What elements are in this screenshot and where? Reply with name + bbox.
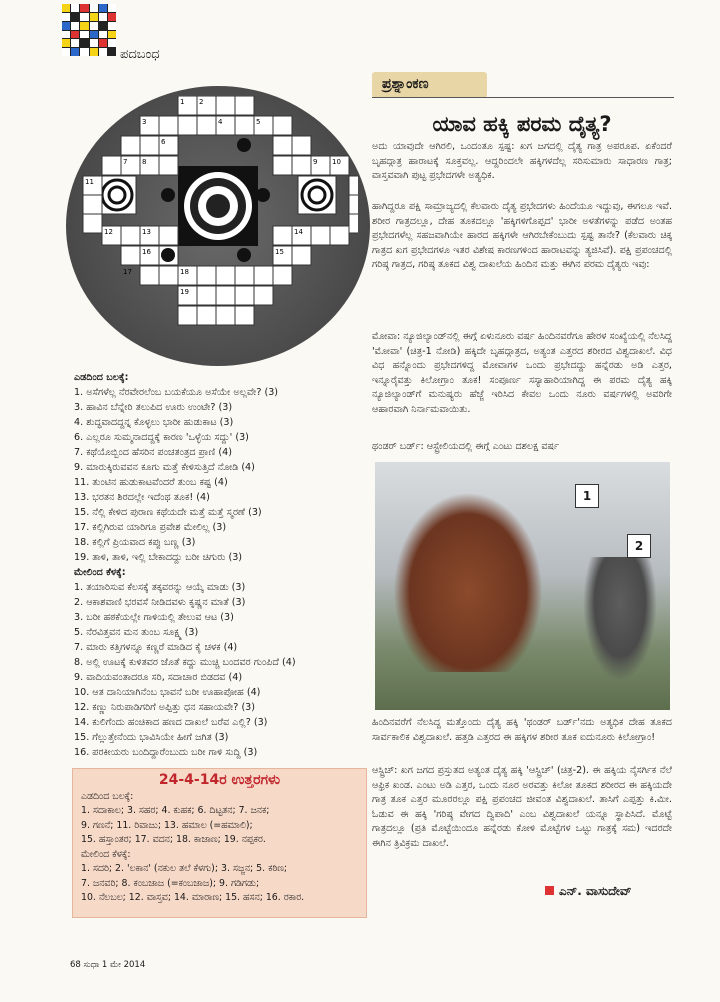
clue-number: 4 <box>218 118 223 126</box>
crossword-cell <box>197 306 216 325</box>
crossword-cell <box>159 116 178 135</box>
clue-item: 1. ಅಸೆಗಳೆಲ್ಲ ನೆರವೇರಲೆಂಬ ಬಯಕೆಯೂ ಅಸೆಯೇ ಅಲ್ಲವೇ? (3) <box>74 387 279 398</box>
clue-item: 9. ಮಾರುಕ್ಕಿರುವವನ ಕೂಗು ಮತ್ತೆ ಕೇಳಿಸುತ್ತಿದೆ ನೋಡಿ (4) <box>74 462 255 473</box>
clue-item: 1. ತಯಾರಿಸುವ ಕೆಲಸಕ್ಕೆ ತಕ್ಕವರನ್ನು ಆಯ್ಕೆ ಮಾಡು (3) <box>74 582 246 593</box>
article-paragraph-4: ಥಂಡರ್ ಬರ್ಡ್: ಆಸ್ಟ್ರೇಲಿಯದಲ್ಲಿ ಈಗ್ಗೆ ಎಂಟು ದಶಲಕ್ಷ ವರ್ಷ <box>372 441 560 452</box>
answers-title: 24-4-14ರ ಉತ್ತರಗಳು <box>158 772 281 788</box>
crossword-cell <box>254 286 273 305</box>
clue-item: 15. ಹಸ್ತಾಂತರ; 17. ವದನ; 18. ಕಾಜಾಣ; 19. ನಪ್ಪಕರ. <box>81 834 266 845</box>
clue-item: 19. ತಾಳಿ, ತಾಳಿ, ಇಲ್ಲಿ ಬೇಕಾದದ್ದು ಬರೀ ಚಿಗುರು (3) <box>74 552 243 563</box>
answers-down-heading: ಮೇಲಿಂದ ಕೆಳಕ್ಕೆ: <box>81 848 131 860</box>
clue-number: 9 <box>313 158 318 166</box>
flower-block-icon <box>237 248 251 262</box>
crossword-cell <box>311 226 330 245</box>
clue-item: 8. ಅಲ್ಲಿ ಊಟಕ್ಕೆ ಕುಳಿತವರ ಜೊತೆ ಕದ್ದು ಮುಚ್ಚಿ ಬಂದವರ ಗುಂಪಿದೆ (4) <box>74 657 296 668</box>
across-heading: ಎಡದಿಂದ ಬಲಕ್ಕೆ: <box>74 372 129 383</box>
clue-item: 13. ಭರತನ ಶಿರದಲ್ಲೇ ಇದೆಂಥ ತೂಕ! (4) <box>74 492 210 503</box>
crossword-cells <box>78 96 358 356</box>
flower-block-icon <box>161 248 175 262</box>
ostrich-figure <box>580 557 660 687</box>
kicker-divider <box>372 97 674 98</box>
image-tag-1: 1 <box>575 484 599 508</box>
crossword-cell <box>216 306 235 325</box>
section-label: ಪದಬಂಧ <box>120 47 160 62</box>
flower-block-icon <box>256 188 270 202</box>
crossword-cell <box>121 246 140 265</box>
clue-number: 12 <box>104 228 113 236</box>
crossword-cell <box>235 306 254 325</box>
crossword-cell <box>349 214 358 233</box>
crossword-cell <box>235 286 254 305</box>
article-paragraph-3: ಮೋವಾ: ನ್ಯೂಜಿಲ್ಯಾಂಡ್‌ನಲ್ಲಿ ಈಗ್ಗೆ ಏಳುನೂರು ವರ್ಷ ಹಿಂದಿನವರೆಗೂ ಹೇರಳ ಸಂಖ್ಯೆಯಲ್ಲಿ ನೆಲಸಿದ್ದ 'ಮೋವಾ' (ಚಿತ್ರ-1 ನೋಡಿ) ಹಕ್ಕಿದೇ ಬೃಹದ್ಗಾತ್ರದ, ಅತ್ಯಂತ ಎತ್ತರದ ಶರೀರದ ವಿಶ್ವದಾಖಲೆ. ವಿಧ ವಿಧ ಹನ್ನೊಂದು ಪ್ರಭೇದಗಳಿದ್ದ ಮೋವಾಗಳ ಒಂದು ಪ್ರಭೇದದ್ದು ಹನ್ನೆರಡು ಅಡಿ ಎತ್ತರ, ಇನ್ನೂರೈವತ್ತು ಕಿಲೋಗ್ರಾಂ ತೂಕ! ಸಂಪೂರ್ಣ ಸಸ್ಯಾಹಾರಿಯಾಗಿದ್ದ ಈ ಪರಮ ದೈತ್ಯ ಹಕ್ಕಿ ನ್ಯೂಜಿಲ್ಯಾಂಡ್‌ಗೆ ಮನುಷ್ಯರು ಹೆಜ್ಜೆ ಇರಿಸಿದ ಕೇವಲ ಒಂದು ನೂರು ವರ್ಷಗಳಲ್ಲಿ ಅವರಿಗೇ ಆಹಾರವಾಗಿ ನಿರ್ನಾಮವಾಯಿತು. <box>372 331 672 415</box>
clue-item: 12. ಕಣ್ಣು ನಿರುಪಾಡಿಗರಿಗೆ ಅಪ್ಪಿತ್ತು ಧನ ಸಹಾಯವೇ? (3) <box>74 702 256 713</box>
crossword-cell <box>83 214 102 233</box>
crossword-cell <box>83 195 102 214</box>
crossword-cell <box>273 116 292 135</box>
clue-item: 6. ಎಲ್ಲರೂ ಸುಮ್ಮನಾದದ್ದಕ್ಕೆ ಕಾರಣ 'ಒಳ್ಳೆಯ ಸದ್ದು' (3) <box>74 432 249 443</box>
article-paragraph-2: ಹಾಗಿದ್ದರೂ ಪಕ್ಷಿ ಸಾಮ್ರಾಜ್ಯದಲ್ಲಿ ಕೆಲವಾರು ದೈತ್ಯ ಪ್ರಭೇದಗಳು ಹಿಂದೆಯೂ ಇದ್ದುವು, ಈಗಲೂ ಇವೆ. ಶರೀರ ಗಾತ್ರದಲ್ಲೂ, ದೇಹ ತೂಕದಲ್ಲೂ 'ಹಕ್ಕಿಗಳಿಗೊಪ್ಪದ' ಭಾರೀ ಅಳತೆಗಳನ್ನು ಪಡೆದ ಅಂತಹ ಪ್ರಭೇದಗಳೆಲ್ಲ ಸಹಜವಾಗಿಯೇ ಹಾರದ ಹಕ್ಕಿಗಳೇ ಆಗಿರಬೇಕೆಂಬುದು ಸ್ಪಷ್ಟ ತಾನೇ? (ಕೆಲವಾರು ಚಿಕ್ಕ ಗಾತ್ರದ ಖಗ ಪ್ರಭೇದಗಳೂ ಇತರ ವಿಶೇಷ ಕಾರಣಗಳಿಂದ ಹಾರಾಟವನ್ನು ತ್ಯಜಿಸಿವೆ). ಪಕ್ಷಿ ಪ್ರಪಂಚದಲ್ಲಿ ಗರಿಷ್ಠ ಗಾತ್ರದ, ಗರಿಷ್ಠ ತೂಕದ ವಿಶ್ವ ದಾಖಲೆಯ ಹಿಂದಿನ ಮತ್ತು ಈಗಿನ ಪರಮ ದೈತ್ಯರು ಇವು: <box>372 201 672 271</box>
clue-number: 2 <box>199 98 204 106</box>
clue-number: 14 <box>294 228 303 236</box>
clue-item: 1. ಸದರಿ; 2. 'ಲಕಾನ' (ನಕುಲ ತಲೆ ಕೆಳಗು); 3. ಸಜ್ಜನ; 5. ಕಠಿಣ; <box>81 863 288 874</box>
crossword-cell <box>235 116 254 135</box>
clue-number: 13 <box>142 228 151 236</box>
clue-item: 9. ವಾದಿಯವಂತಾದರೂ ಸರಿ, ಸದಾಚಾರ ಬಿಡದವ (4) <box>74 672 243 683</box>
crossword-cell <box>235 266 254 285</box>
section-logo <box>62 4 116 56</box>
crossword-cell <box>121 136 140 155</box>
byline-marker-icon <box>545 886 554 895</box>
article-paragraph-1: ಅದು ಯಾವುದೇ ಆಗಿರಲಿ, ಒಂದಂತೂ ಸ್ಪಷ್ಟ: ಖಗ ಜಗದಲ್ಲಿ ದೈತ್ಯ ಗಾತ್ರ ಅಪರೂಪ. ಏಕೆಂದರೆ ಬೃಹದ್ಗಾತ್ರ ಹಾರಾಟಕ್ಕೆ ಸೂಕ್ತವಲ್ಲ. ಆದ್ದರಿಂದಲೇ ಹಕ್ಕಿಗಳದೆಲ್ಲ ಸರಿಸುಮಾರು ಸಾಧಾರಣ ಗಾತ್ರ; ವಾಸ್ತವವಾಗಿ ಪುಟ್ಟ ಪ್ರಭೇದಗಳೇ ಅತ್ಯಧಿಕ. <box>372 141 672 182</box>
clue-item: 5. ನೆರವಿತ್ತವನ ಮನ ತುಂಬ ಸೂಕ್ಷ್ಮ (3) <box>74 627 199 638</box>
article-paragraph-5: ಹಿಂದಿನವರೆಗೆ ನೆಲಸಿದ್ದ ಮತ್ತೊಂದು ದೈತ್ಯ ಹಕ್ಕಿ 'ಥಂಡರ್ ಬರ್ಡ್'ನದು ಅತ್ಯಧಿಕ ದೇಹ ತೂಕದ ಸಾರ್ವಕಾಲಿಕ ವಿಶ್ವದಾಖಲೆ. ಹತ್ತಡಿ ಎತ್ತರದ ಈ ಹಕ್ಕಿಗಳ ಶರೀರ ತೂಕ ಐದುನೂರು ಕಿಲೋಗ್ರಾಂ! <box>372 717 672 743</box>
clue-number: 16 <box>142 248 151 256</box>
crossword-cell <box>159 156 178 175</box>
article-title: ಯಾವ ಹಕ್ಕಿ ಪರಮ ದೈತ್ಯ? <box>432 112 612 136</box>
crossword-cell <box>197 286 216 305</box>
clue-number: 15 <box>275 248 284 256</box>
column-kicker: ಪ್ರಶ್ನಾಂಕಣ <box>372 72 487 98</box>
page-footer: 68 ಸುಧಾ 1 ಮೇ 2014 <box>70 960 146 970</box>
crossword-cell <box>330 226 349 245</box>
clue-number: 6 <box>161 138 166 146</box>
answers-down <box>81 862 358 906</box>
crossword-cell <box>349 195 358 214</box>
clue-item: 10. ನೆಲಬಲ; 12. ವಾಸ್ತವ; 14. ಮಾರಾಣ; 15. ಹಸನ; 16. ರಕಾರ. <box>81 892 305 903</box>
down-clues <box>74 580 364 760</box>
clue-item: 4. ಶುದ್ಧವಾದದ್ದನ್ನ ಕೊಳ್ಳಲು ಭಾರೀ ಹುಡುಕಾಟ (3) <box>74 417 234 428</box>
author-name: ಎನ್. ವಾಸುದೇವ್ <box>559 884 632 898</box>
crossword-cell <box>292 136 311 155</box>
clue-item: 2. ಆಕಾಶವಾಣಿ ಭರವಸೆ ನೀಡಿದವಳು ಕೃಷ್ಣನ ಮಾತೆ (3) <box>74 597 246 608</box>
crossword-cell <box>197 266 216 285</box>
crossword-cell <box>102 156 121 175</box>
crossword-cell <box>273 136 292 155</box>
clue-item: 1. ಸದಾಕಾಲ; 3. ಸಹರ; 4. ಕುಹಕ; 6. ದಿಟ್ಟತನ; 7. ಜನಕ; <box>81 805 270 816</box>
clue-number: 7 <box>123 158 128 166</box>
crossword-cell <box>178 116 197 135</box>
clue-item: 7. ಮಾರು ಕತ್ತಿಗಳನ್ನೂ ಕಣ್ಣರೆ ಮಾಡಿದ ಕೈ ಚಳಕ (4) <box>74 642 238 653</box>
clue-number: 11 <box>85 178 94 186</box>
clue-item: 14. ಕುಲಿಗೆಂದು ಹಂಚಿಕಾದ ಹಣದ ದಾಖಲೆ ಬರೆವ ಎಲ್ಲಿ? (3) <box>74 717 268 728</box>
clue-number: 17 <box>123 268 132 276</box>
image-tag-2: 2 <box>627 534 651 558</box>
crossword-cell <box>197 116 216 135</box>
moa-figure <box>393 492 543 672</box>
clue-number: 8 <box>142 158 147 166</box>
clue-number: 3 <box>142 118 147 126</box>
article-paragraph-6: ಆಸ್ಟ್ರಿಚ್: ಖಗ ಜಗದ ಪ್ರಸ್ತುತದ ಅತ್ಯಂತ ದೈತ್ಯ ಹಕ್ಕಿ 'ಆಸ್ಟ್ರಿಚ್' (ಚಿತ್ರ-2). ಈ ಹಕ್ಕಿಯ ನೈಸರ್ಗಿಕ ನೆಲೆ ಆಫ್ರಿಕ ಖಂಡ. ಎಂಟು ಅಡಿ ಎತ್ತರ, ಒಂದು ನೂರ ಅರವತ್ತು ಕಿಲೋ ತೂಕದ ಶರೀರದ ಈ ಹಕ್ಕಿಯದೇ ಗಾತ್ರ ತೂಕ ಎತ್ತರ ಮೂರರಲ್ಲೂ ಪಕ್ಷಿ ಪ್ರಪಂಚದ ಜೀವಂತ ವಿಶ್ವದಾಖಲೆ. ತಾಸಿಗೆ ಎಪ್ಪತ್ತು ಕಿ.ಮೀ. ಓಡುವ ಈ ಹಕ್ಕಿ 'ಗರಿಷ್ಠ ವೇಗದ ದ್ವಿಪಾದಿ' ಎಂಬ ವಿಶ್ವದಾಖಲೆ ಯನ್ನೂ ಸ್ಥಾಪಿಸಿದೆ. ಮೊಟ್ಟೆ ಗಾತ್ರದಲ್ಲೂ (ಪ್ರತಿ ಮೊಟ್ಟೆಯಿಂದೂ ಹನ್ನೆರಡು ಕೋಳಿ ಮೊಟ್ಟೆಗಳ ಒಟ್ಟು ಗಾತ್ರಕ್ಕೆ ಸಮ) ಇದರದೇ ಈಗಿನ ತ್ರಿವಿಕ್ರಮ ದಾಖಲೆ. <box>372 765 672 849</box>
crossword-cell <box>349 176 358 195</box>
crossword-cell <box>216 286 235 305</box>
clue-item: 9. ಗಣನೆ; 11. ರಿವಾಜು; 13. ಹಮಾಲ (=ಹಮಾಲಿ); <box>81 819 253 831</box>
clue-item: 10. ಆತ ದಾನಿಯಾಗಿನೆಂಬ ಭಾವನೆ ಬರೀ ಊಹಾಪೋಹ (4) <box>74 687 261 698</box>
crossword-cell <box>178 306 197 325</box>
crossword-cell <box>159 266 178 285</box>
down-heading: ಮೇಲಿಂದ ಕೆಳಕ್ಕೆ: <box>74 567 126 578</box>
across-clues <box>74 385 364 565</box>
clue-item: 7. ಜನವರಿ; 8. ಕಂಬಜಾಜ (=ಕಂಬಜಾಜ); 9. ಗಡಿಗಡು; <box>81 877 260 889</box>
crossword-cell <box>159 226 178 245</box>
flower-block-icon <box>237 138 251 152</box>
clue-item: 16. ಪರಕೀಯರು ಬಂದಿದ್ದಾರೆಂಬುದು ಬರೀ ಗಾಳಿ ಸುದ್ದಿ (3) <box>74 747 258 758</box>
bird-illustration <box>375 462 670 710</box>
clue-item: 15. ನೆಲ್ಲಿ ಕೇಳಿದ ಪುರಾಣ ಕಥೆಯದೇ ಮತ್ತೆ ಮತ್ತೆ ಸ್ಮರಣೆ (3) <box>74 507 262 518</box>
clue-item: 3. ಬರೀ ಹಠಕೆಯಲ್ಲೇ ಗಾಳಿಯಲ್ಲಿ ತೇಲುವ ಆಟ (3) <box>74 612 234 623</box>
crossword-cell <box>140 266 159 285</box>
clue-number: 5 <box>256 118 261 126</box>
clues-section <box>74 370 364 760</box>
answers-across-heading: ಎಡದಿಂದ ಬಲಕ್ಕೆ: <box>81 790 134 802</box>
clue-number: 1 <box>180 98 185 106</box>
crossword-cell <box>216 266 235 285</box>
clue-item: 7. ಕಥೆಯೊಬ್ಬಿಂದ ಹೆಸರಿನ ಪಂಚತಂತ್ರದ ಪ್ರಾಣಿ (4) <box>74 447 232 458</box>
answers-across <box>81 804 358 848</box>
crossword-grid <box>66 86 370 366</box>
crossword-cell <box>292 246 311 265</box>
clue-item: 15. ಗೆಲ್ಲುತ್ತೇನೆಂದು ಭಾವಿಸಿಯೇ ಹೀಗೆ ಜಗಿತ (3) <box>74 732 229 743</box>
previous-answers-box <box>72 768 367 918</box>
crossword-cell <box>140 136 159 155</box>
clue-number: 18 <box>180 268 189 276</box>
crossword-cell <box>273 266 292 285</box>
crossword-cell <box>273 156 292 175</box>
crossword-cell <box>254 266 273 285</box>
clue-number: 10 <box>332 158 341 166</box>
clue-item: 18. ಕಲ್ಲಿಗೆ ಪ್ರಿಯವಾದ ಕಪ್ಪು ಬಣ್ಣ (3) <box>74 537 196 548</box>
crossword-cell <box>121 226 140 245</box>
flower-block-icon <box>161 188 175 202</box>
clue-number: 19 <box>180 288 189 296</box>
crossword-cell <box>273 226 292 245</box>
crossword-cell <box>292 156 311 175</box>
clue-item: 17. ಕಲ್ಲಿಗಿರುವ ಯಾರಿಗೂ ಪ್ರವೇಶ ಮೇಲಿಲ್ಲ (3) <box>74 522 227 533</box>
crossword-cell <box>216 96 235 115</box>
author-byline <box>545 884 631 899</box>
crossword-cell <box>235 96 254 115</box>
clue-item: 11. ತುಂಟಿನ ಹುಡುಕಾಟವೆಂದರೆ ತುಂಬ ಕಷ್ಟ (4) <box>74 477 228 488</box>
clue-item: 3. ಹಾವಿನ ಬೆನ್ನೇರಿ ತಲುಪಿದ ಊರು ಉಂಟೇ? (3) <box>74 402 233 413</box>
